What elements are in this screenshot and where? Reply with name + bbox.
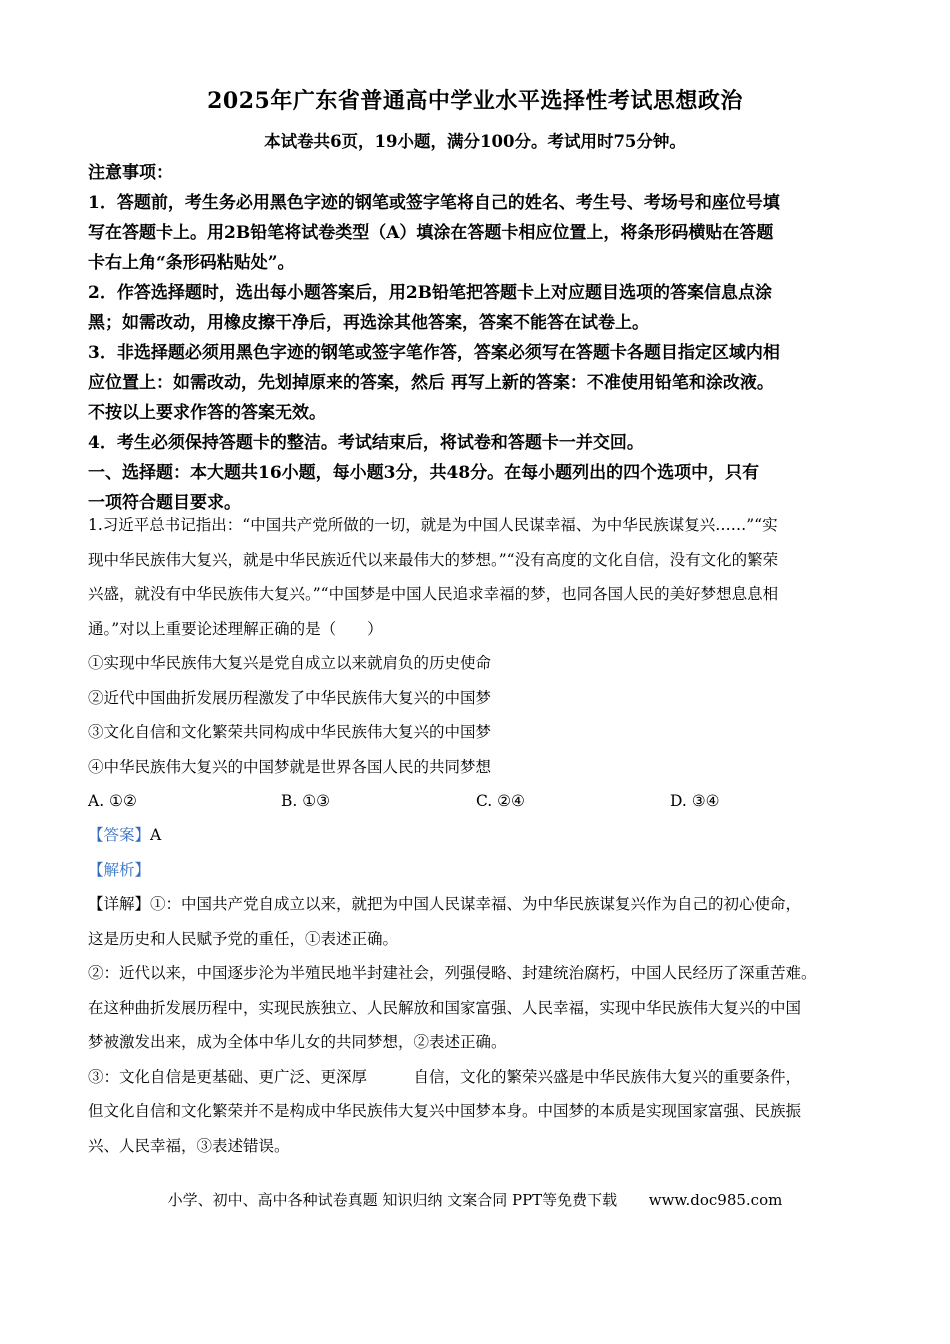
notes-heading: 注意事项：: [88, 163, 173, 183]
analysis-tag: 【解析】: [88, 860, 151, 879]
detail-line: ②：近代以来，中国逐步沦为半殖民地半封建社会，列强侵略、封建统治腐朽，中国人民经历了深重苦难。: [88, 964, 817, 982]
section-heading: 一项符合题目要求。: [88, 493, 241, 513]
question-stem-line: 通。”对以上重要论述理解正确的是（ ）: [88, 619, 383, 638]
question-stem-line: 1.习近平总书记指出：“中国共产党所做的一切，就是为中国人民谋幸福、为中华民族谋复兴……”“实: [88, 516, 778, 534]
analysis-line: [88, 853, 878, 888]
notes-line: 4．考生必须保持答题卡的整洁。考试结束后，将试卷和答题卡一并交回。: [88, 433, 644, 453]
footer-text: 小学、初中、高中各种试卷真题 知识归纳 文案合同 PPT等免费下载: [167, 1191, 618, 1209]
answer-tag: 【答案】: [88, 826, 151, 844]
exam-title: 2025年广东省普通高中学业水平选择性考试思想政治: [207, 88, 743, 114]
statement-1: ①实现中华民族伟大复兴是党自成立以来就肩负的历史使命: [88, 654, 492, 672]
detail-line: 在这种曲折发展历程中，实现民族独立、人民解放和国家富强、人民幸福，实现中华民族伟大复兴的中国: [88, 998, 802, 1017]
option-d: D. ③④: [670, 792, 720, 810]
section-heading: 一、选择题：本大题共16小题，每小题3分，共48分。在每小题列出的四个选项中，只有: [88, 463, 760, 483]
detail-line: 但文化自信和文化繁荣并不是构成中华民族伟大复兴中国梦本身。中国梦的本质是实现国家富强、民族振: [88, 1102, 802, 1120]
detail-line: 兴、人民幸福，③表述错误。: [88, 1136, 290, 1155]
statement-4: ④中华民族伟大复兴的中国梦就是世界各国人民的共同梦想: [88, 757, 492, 776]
notes-line: 1．答题前，考生务必用黑色字迹的钢笔或签字笔将自己的姓名、考生号、考场号和座位号填: [88, 193, 780, 213]
detail-line: ③：文化自信是更基础、更广泛、更深厚 自信，文化的繁荣兴盛是中华民族伟大复兴的重要条件，: [88, 1067, 802, 1086]
notes-line: 应位置上：如需改动，先划掉原来的答案，然后 再写上新的答案：不准使用铅笔和涂改液。: [88, 373, 774, 393]
page-footer: [0, 1187, 950, 1213]
notes-line: 3．非选择题必须用黑色字迹的钢笔或签字笔作答，答案必须写在答题卡各题目指定区域内相: [88, 343, 780, 363]
notes-line: 写在答题卡上。用2B铅笔将试卷类型（A）填涂在答题卡相应位置上，将条形码横贴在答题: [88, 223, 774, 243]
statement-3: ③文化自信和文化繁荣共同构成中华民族伟大复兴的中国梦: [88, 723, 492, 741]
notes-line: 不按以上要求作答的答案无效。: [88, 403, 326, 423]
option-b: B. ①③: [281, 792, 331, 810]
detail-line: 这是历史和人民赋予党的重任，①表述正确。: [88, 929, 399, 948]
option-a: A. ①②: [88, 792, 137, 810]
exam-subtitle: 本试卷共6页，19小题，满分100分。考试用时75分钟。: [264, 132, 686, 151]
statement-2: ②近代中国曲折发展历程激发了中华民族伟大复兴的中国梦: [88, 688, 492, 707]
question-stem-line: 现中华民族伟大复兴，就是中华民族近代以来最伟大的梦想。”“没有高度的文化自信，没有文化的繁荣: [88, 550, 779, 569]
option-c: C. ②④: [476, 792, 525, 810]
notes-line: 2．作答选择题时，选出每小题答案后，用2B铅笔把答题卡上对应题目选项的答案信息点涂: [88, 283, 773, 303]
notes-line: 卡右上角“条形码粘贴处”。: [88, 253, 295, 273]
question-1: [88, 508, 878, 1163]
answer-options: [88, 784, 878, 818]
question-stem-line: 兴盛，就没有中华民族伟大复兴。”“中国梦是中国人民追求幸福的梦，也同各国人民的美好梦想息息相: [88, 585, 779, 603]
footer-url[interactable]: www.doc985.com: [648, 1191, 783, 1209]
detail-line: 梦被激发出来，成为全体中华儿女的共同梦想，②表述正确。: [88, 1033, 507, 1051]
notes-line: 黑；如需改动，用橡皮擦干净后，再选涂其他答案，答案不能答在试卷上。: [88, 313, 649, 333]
answer-value: A: [150, 826, 162, 844]
detail-line: 【详解】①：中国共产党自成立以来，就把为中国人民谋幸福、为中华民族谋复兴作为自己的初心使命，: [88, 895, 802, 913]
answer-line: [88, 818, 878, 853]
notes-section: [88, 158, 868, 518]
